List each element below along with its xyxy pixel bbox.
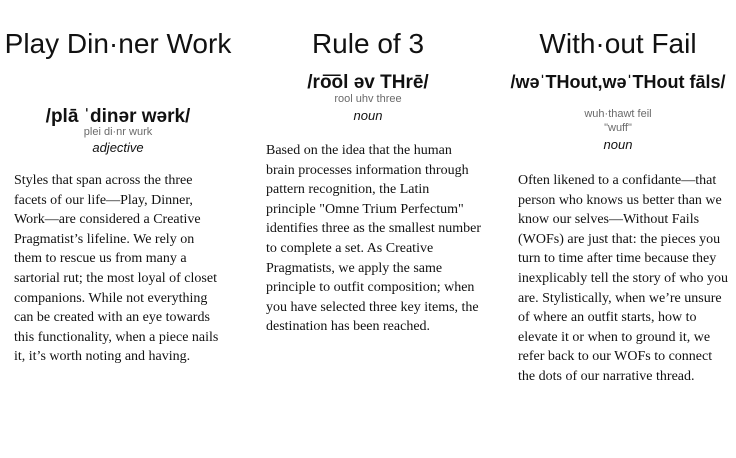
- entry-part-of-speech: adjective: [92, 140, 144, 155]
- entry-definition: Based on the idea that the human brain processes information through pattern recognition, the Latin principle "Omne Trium Perfectum" identifies three as the smallest number to complete a set. As Creative Pragmatists, we apply the same principle to outfit composition; when you have selected three key items, the destination has been reached.: [266, 143, 481, 335]
- entry-term: Rule of 3: [311, 28, 425, 59]
- entry-part-of-speech: noun: [603, 137, 633, 152]
- entry-definition: Styles that span across the three facets of our life—Play, Dinner, Work—are considered a Creative Pragmatist’s lifeline. We rely on them to rescue us from many a sartorial rut; the most loyal of closet companions. While not everything can be created with an eye towards this functionality, when a piece nails it, it’s worth noting and having.: [14, 173, 219, 365]
- entry-pronunciation: /ro͞ol əv THrē/: [307, 72, 429, 93]
- entry-definition: Often likened to a confidante—that person who knows us better than we know our selves—Without Fails (WOFs) are just that: the pieces you turn to time after time because they inexplicably tell the story of who you are. Stylistically, when we’re unsure of where an outfit starts, how to elevate it or when to ground it, we refer back to our WOFs to connect the dots of our narrative thread.: [518, 173, 728, 384]
- entry-part-of-speech: noun: [353, 108, 383, 123]
- entry-abbreviation: "wuff": [604, 122, 632, 134]
- entry-term: With·out Fail: [539, 28, 697, 59]
- entry-respelling: plei di·nr wurk: [83, 126, 153, 138]
- entry-pronunciation: /plā ˈdinər wərk/: [45, 106, 191, 127]
- entry-respelling: wuh·thawt feil: [584, 108, 652, 120]
- entry-respelling: rool uhv three: [334, 93, 402, 105]
- entry-term: Play Din·ner Work: [4, 28, 232, 59]
- entry-pronunciation: /wəˈTHout,wəˈTHout fāls/: [510, 72, 726, 92]
